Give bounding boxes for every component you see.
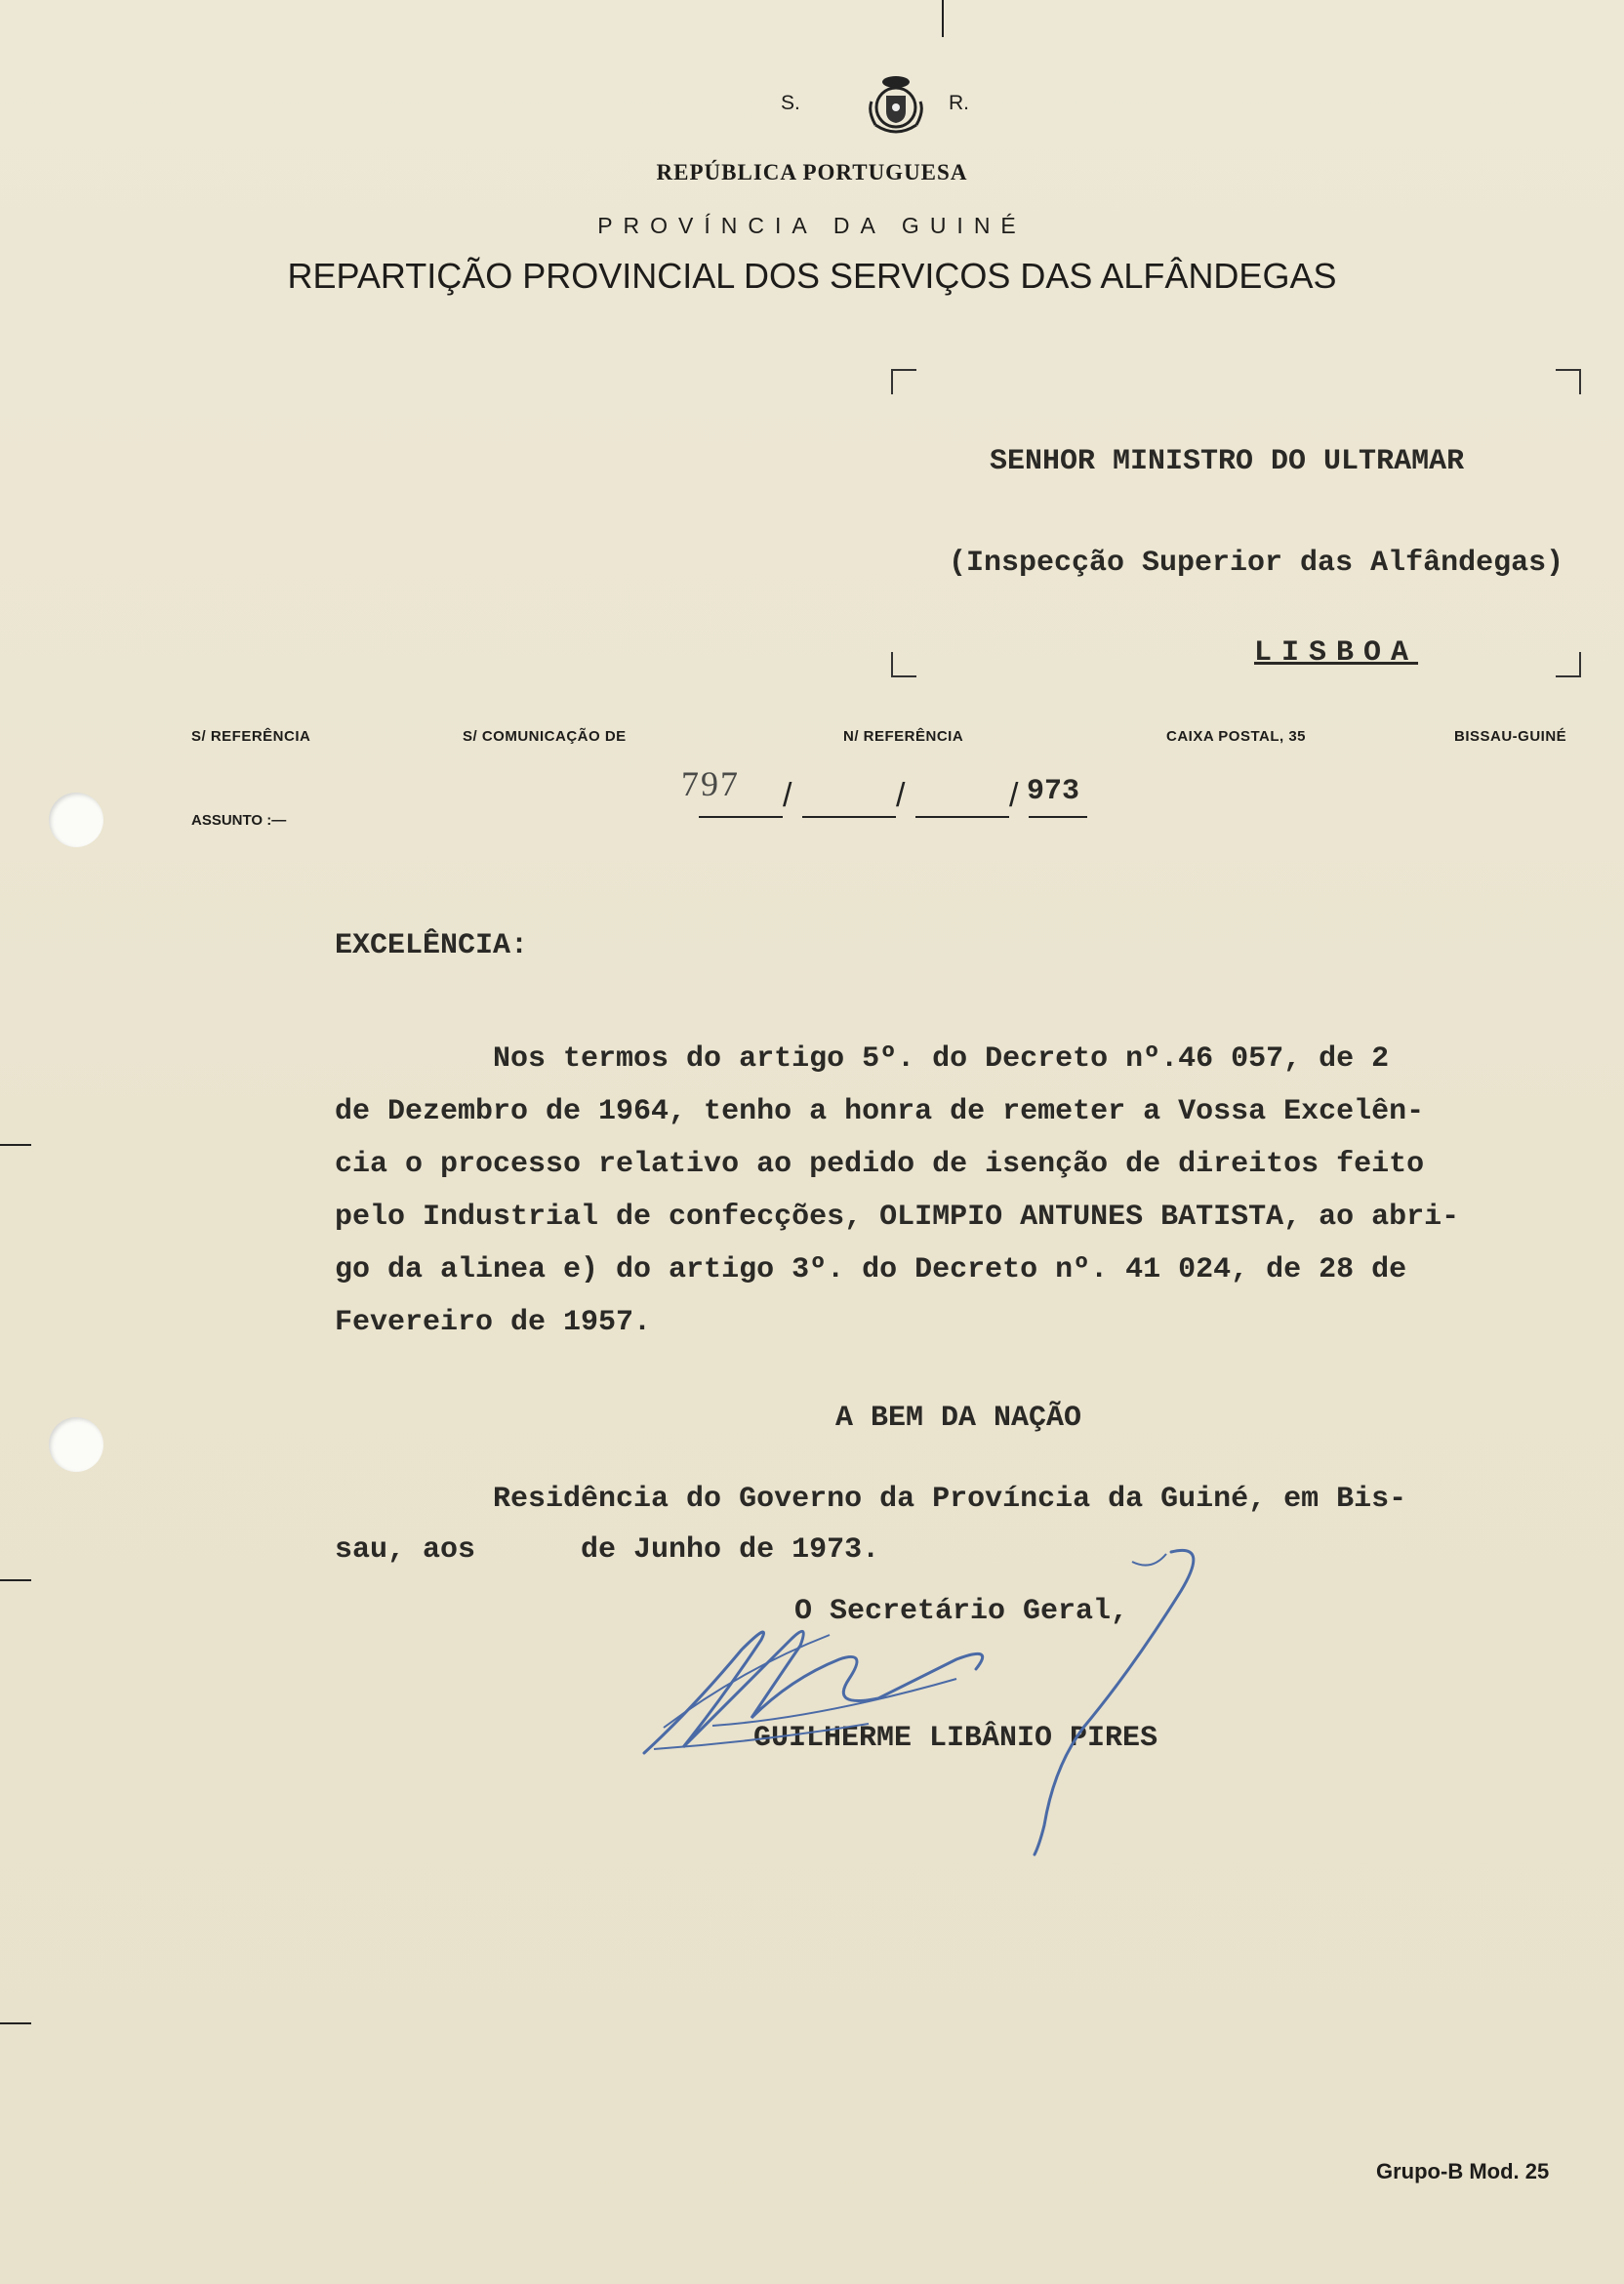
address-corner-top-right	[1556, 369, 1581, 394]
reference-number-field	[681, 761, 1130, 830]
place-date-line: Residência do Governo da Província da Guiné, em Bis- sau, aos de Junho de 1973.	[335, 1483, 1407, 1567]
ref-underline	[915, 816, 1009, 818]
reparticao-heading: REPARTIÇÃO PROVINCIAL DOS SERVIÇOS DAS ALFÂNDEGAS	[287, 256, 1337, 296]
ref-slash: /	[896, 777, 906, 814]
republica-heading: REPÚBLICA PORTUGUESA	[656, 160, 968, 184]
ref-slash: /	[1009, 777, 1019, 814]
provincia-heading: PROVÍNCIA DA GUINÉ	[597, 213, 1027, 238]
sr-left-label: S.	[781, 92, 800, 114]
handwritten-signature	[625, 1532, 1249, 1864]
reference-number: 797	[681, 764, 740, 803]
margin-mark	[0, 1144, 31, 1146]
closing-phrase: A BEM DA NAÇÃO	[835, 1402, 1082, 1435]
letter-body: Nos termos do artigo 5º. do Decreto nº.46 057, de 2 de Dezembro de 1964, tenho a honra de remeter a Vossa Excelên- cia o processo relativo ao pedido de isenção de direitos feito pelo Industrial de confecções, OLIMPIO ANTUNES BATISTA, ao abri- go da alinea e) do artigo 3º. do Decreto nº. 41 024, de 28 de Fevereiro de 1957.	[335, 1042, 1460, 1339]
signatory-name: GUILHERME LIBÂNIO PIRES	[753, 1722, 1158, 1755]
recipient-line-1: SENHOR MINISTRO DO ULTRAMAR	[990, 445, 1465, 478]
ref-underline	[802, 816, 896, 818]
s-comunicacao-label: S/ COMUNICAÇÃO DE	[463, 728, 627, 745]
bissau-guine-label: BISSAU-GUINÉ	[1454, 728, 1567, 745]
address-corner-top-left	[891, 369, 916, 394]
punch-hole	[49, 1417, 103, 1472]
signatory-title: O Secretário Geral,	[794, 1595, 1129, 1628]
margin-mark	[0, 2022, 31, 2024]
ref-underline	[1029, 816, 1087, 818]
top-fold-line	[942, 0, 944, 37]
ref-underline	[699, 816, 783, 818]
sr-right-label: R.	[949, 92, 969, 114]
salutation: EXCELÊNCIA:	[335, 929, 529, 962]
caixa-postal-label: CAIXA POSTAL, 35	[1166, 728, 1307, 745]
coat-of-arms-icon	[868, 72, 924, 141]
recipient-city: LISBOA	[1254, 636, 1419, 670]
form-code: Grupo-B Mod. 25	[1376, 2159, 1550, 2183]
address-corner-bottom-right	[1556, 652, 1581, 677]
punch-hole	[49, 793, 103, 847]
n-referencia-label: N/ REFERÊNCIA	[843, 728, 964, 745]
ref-slash: /	[783, 777, 792, 814]
assunto-label: ASSUNTO :—	[191, 812, 287, 829]
margin-mark	[0, 1579, 31, 1581]
address-corner-bottom-left	[891, 652, 916, 677]
s-referencia-label: S/ REFERÊNCIA	[191, 728, 311, 745]
recipient-line-2: (Inspecção Superior das Alfândegas)	[949, 547, 1564, 580]
reference-year: 973	[1027, 775, 1080, 808]
